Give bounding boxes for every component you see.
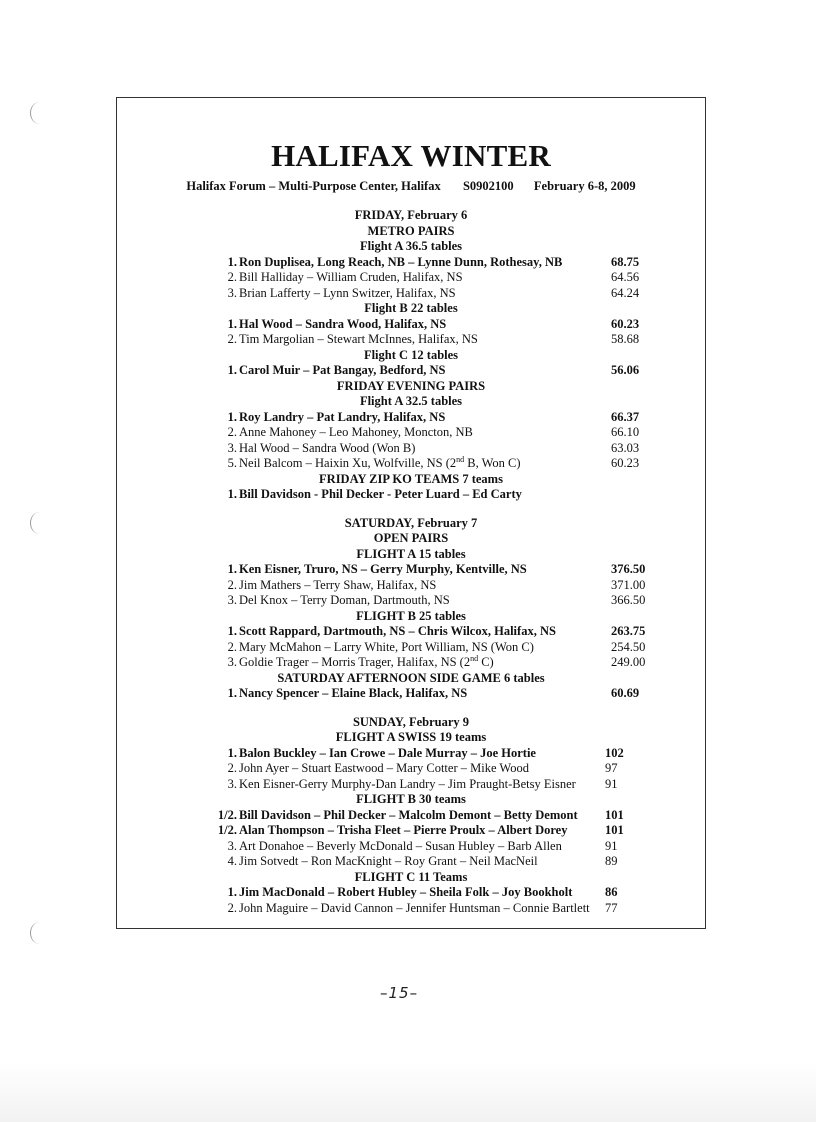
names: Alan Thompson – Trisha Fleet – Pierre Proulx – Albert Dorey <box>239 823 568 837</box>
rank: 2. <box>227 577 237 592</box>
names: Jim MacDonald – Robert Hubley – Sheila Folk – Joy Bookholt <box>239 885 573 899</box>
rank: 1. <box>227 409 237 424</box>
rank: 1. <box>227 254 237 269</box>
result-row <box>117 487 705 503</box>
result-row <box>117 640 705 656</box>
flight-heading: Flight C 12 tables <box>363 347 459 362</box>
rank: 2. <box>227 425 237 439</box>
names: Jim Mathers – Terry Shaw, Halifax, NS <box>239 577 437 592</box>
rank: 2. <box>227 900 237 915</box>
rank: 1. <box>227 745 237 760</box>
rank: 1. <box>227 562 237 576</box>
rank: 1. <box>227 487 237 501</box>
rank: 2. <box>227 639 237 654</box>
rank: 3. <box>227 655 237 669</box>
score: 254.50 <box>611 639 646 654</box>
score: 102 <box>605 745 624 760</box>
page-number: –15– <box>380 984 419 1002</box>
score: 101 <box>605 807 624 822</box>
names: Carol Muir – Pat Bangay, Bedford, NS <box>239 363 446 377</box>
result-row <box>117 410 705 426</box>
names: Ron Duplisea, Long Reach, NB – Lynne Dunn, Rothesay, NB <box>239 254 563 269</box>
rank: 2. <box>227 332 237 346</box>
event-heading: METRO PAIRS <box>367 223 455 238</box>
rank: 1. <box>227 686 237 700</box>
score: 97 <box>605 761 618 775</box>
score: 249.00 <box>611 655 646 669</box>
names: Balon Buckley – Ian Crowe – Dale Murray – Joe Hortie <box>239 745 536 760</box>
result-row <box>117 746 705 762</box>
names <box>239 655 494 671</box>
names-text: B, Won C) <box>464 456 521 470</box>
rank: 3. <box>227 593 237 607</box>
result-row <box>117 777 705 793</box>
result-row <box>117 270 705 286</box>
rank: 1. <box>227 624 237 638</box>
event-heading: SATURDAY AFTERNOON SIDE GAME 6 tables <box>277 670 545 685</box>
ordinal-suffix: nd <box>470 653 479 663</box>
score: 366.50 <box>611 593 646 607</box>
rank: 3. <box>227 838 237 853</box>
result-row <box>117 808 705 824</box>
result-row <box>117 823 705 839</box>
result-row <box>117 901 705 917</box>
names: Jim Sotvedt – Ron MacKnight – Roy Grant – Neil MacNeil <box>239 854 538 868</box>
result-row <box>117 593 705 609</box>
rank: 1. <box>227 316 237 331</box>
result-row <box>117 885 705 901</box>
event-heading: OPEN PAIRS <box>373 531 449 545</box>
result-row <box>117 286 705 302</box>
score: 60.23 <box>611 316 640 331</box>
ordinal-suffix: nd <box>456 454 465 464</box>
names: Brian Lafferty – Lynn Switzer, Halifax, NS <box>239 285 456 300</box>
day-heading: FRIDAY, February 6 <box>354 208 468 222</box>
result-row <box>117 562 705 578</box>
score: 371.00 <box>611 577 646 592</box>
names: Hal Wood – Sandra Wood, Halifax, NS <box>239 316 447 331</box>
rank: 3. <box>227 440 237 455</box>
names: Nancy Spencer – Elaine Black, Halifax, NS <box>239 686 468 700</box>
names: Art Donahoe – Beverly McDonald – Susan Hubley – Barb Allen <box>239 838 562 853</box>
tournament-dates: February 6-8, 2009 <box>533 179 636 193</box>
names: Mary McMahon – Larry White, Port William, NS (Won C) <box>239 639 534 654</box>
result-row <box>117 686 705 702</box>
score: 91 <box>605 838 618 853</box>
score: 376.50 <box>611 562 646 576</box>
event-heading: FRIDAY EVENING PAIRS <box>336 378 486 393</box>
result-row <box>117 578 705 594</box>
result-row <box>117 839 705 855</box>
score: 56.06 <box>611 363 640 377</box>
score: 60.23 <box>611 456 640 470</box>
sanction-code: S0902100 <box>462 179 514 193</box>
names-text: Goldie Trager – Morris Trager, Halifax, NS (2 <box>239 655 471 669</box>
day-heading: SATURDAY, February 7 <box>344 515 478 530</box>
result-row <box>117 854 705 870</box>
flight-heading: Flight A 36.5 tables <box>359 239 463 253</box>
flight-heading: FLIGHT B 25 tables <box>356 608 466 623</box>
flight-heading: FLIGHT A SWISS 19 teams <box>335 730 487 744</box>
score: 60.69 <box>611 686 640 700</box>
flight-heading: FLIGHT A 15 tables <box>356 546 466 561</box>
flight-heading: FLIGHT B 30 teams <box>356 792 466 806</box>
venue: Halifax Forum – Multi-Purpose Center, Halifax <box>186 179 441 193</box>
results-frame <box>116 97 706 929</box>
names: Bill Davidson – Phil Decker – Malcolm Demont – Betty Demont <box>239 807 578 822</box>
names: Scott Rappard, Dartmouth, NS – Chris Wilcox, Halifax, NS <box>239 624 556 638</box>
rank: 5. <box>227 456 237 470</box>
score: 263.75 <box>611 624 646 638</box>
score: 64.24 <box>611 285 640 300</box>
score: 101 <box>605 823 624 837</box>
result-row <box>117 456 705 472</box>
result-row <box>117 425 705 441</box>
names: Del Knox – Terry Doman, Dartmouth, NS <box>239 593 450 607</box>
names: Anne Mahoney – Leo Mahoney, Moncton, NB <box>239 425 473 439</box>
score: 77 <box>605 900 618 915</box>
names: John Maguire – David Cannon – Jennifer Huntsman – Connie Bartlett <box>239 900 590 915</box>
result-row <box>117 317 705 333</box>
binder-hole <box>30 102 49 124</box>
result-row <box>117 441 705 457</box>
names: Bill Davidson - Phil Decker - Peter Luard – Ed Carty <box>239 487 522 501</box>
result-row <box>117 363 705 379</box>
result-row <box>117 332 705 348</box>
result-row <box>117 761 705 777</box>
names: Hal Wood – Sandra Wood (Won B) <box>239 440 416 455</box>
rank: 2. <box>227 270 237 284</box>
flight-heading: Flight B 22 tables <box>364 301 458 315</box>
flight-heading: Flight A 32.5 tables <box>359 394 463 408</box>
result-row <box>117 655 705 671</box>
binder-hole <box>30 922 49 944</box>
flight-heading: FLIGHT C 11 Teams <box>354 869 468 884</box>
names-text: C) <box>478 655 494 669</box>
score: 91 <box>605 776 618 791</box>
rank: 2. <box>227 761 237 775</box>
names-text: Neil Balcom – Haixin Xu, Wolfville, NS (2 <box>239 456 457 470</box>
binder-hole <box>30 512 49 534</box>
page-edge <box>0 1062 816 1122</box>
result-row <box>117 624 705 640</box>
results-content <box>117 208 705 916</box>
names: Roy Landry – Pat Landry, Halifax, NS <box>239 409 446 424</box>
score: 89 <box>605 854 618 868</box>
tournament-subtitle <box>117 179 705 194</box>
score: 86 <box>605 885 618 899</box>
day-heading: SUNDAY, February 9 <box>352 714 470 729</box>
names: Ken Eisner-Gerry Murphy-Dan Landry – Jim Praught-Betsy Eisner <box>239 776 576 791</box>
event-heading: FRIDAY ZIP KO TEAMS 7 teams <box>319 471 503 486</box>
score: 68.75 <box>611 254 640 269</box>
score: 63.03 <box>611 440 640 455</box>
rank: 1/2. <box>217 823 237 837</box>
names: Tim Margolian – Stewart McInnes, Halifax, NS <box>239 332 478 346</box>
rank: 1. <box>227 885 237 899</box>
rank: 1/2. <box>217 807 237 822</box>
score: 58.68 <box>611 332 640 346</box>
score: 66.10 <box>611 425 640 439</box>
result-row <box>117 255 705 271</box>
names <box>239 456 521 472</box>
names: Bill Halliday – William Cruden, Halifax, NS <box>239 270 463 284</box>
rank: 4. <box>227 854 237 868</box>
score: 66.37 <box>611 409 640 424</box>
rank: 3. <box>227 776 237 791</box>
rank: 3. <box>227 285 237 300</box>
score: 64.56 <box>611 270 640 284</box>
names: Ken Eisner, Truro, NS – Gerry Murphy, Kentville, NS <box>239 562 527 576</box>
names: John Ayer – Stuart Eastwood – Mary Cotter – Mike Wood <box>239 761 529 775</box>
rank: 1. <box>227 363 237 377</box>
page-title: HALIFAX WINTER <box>271 138 551 173</box>
